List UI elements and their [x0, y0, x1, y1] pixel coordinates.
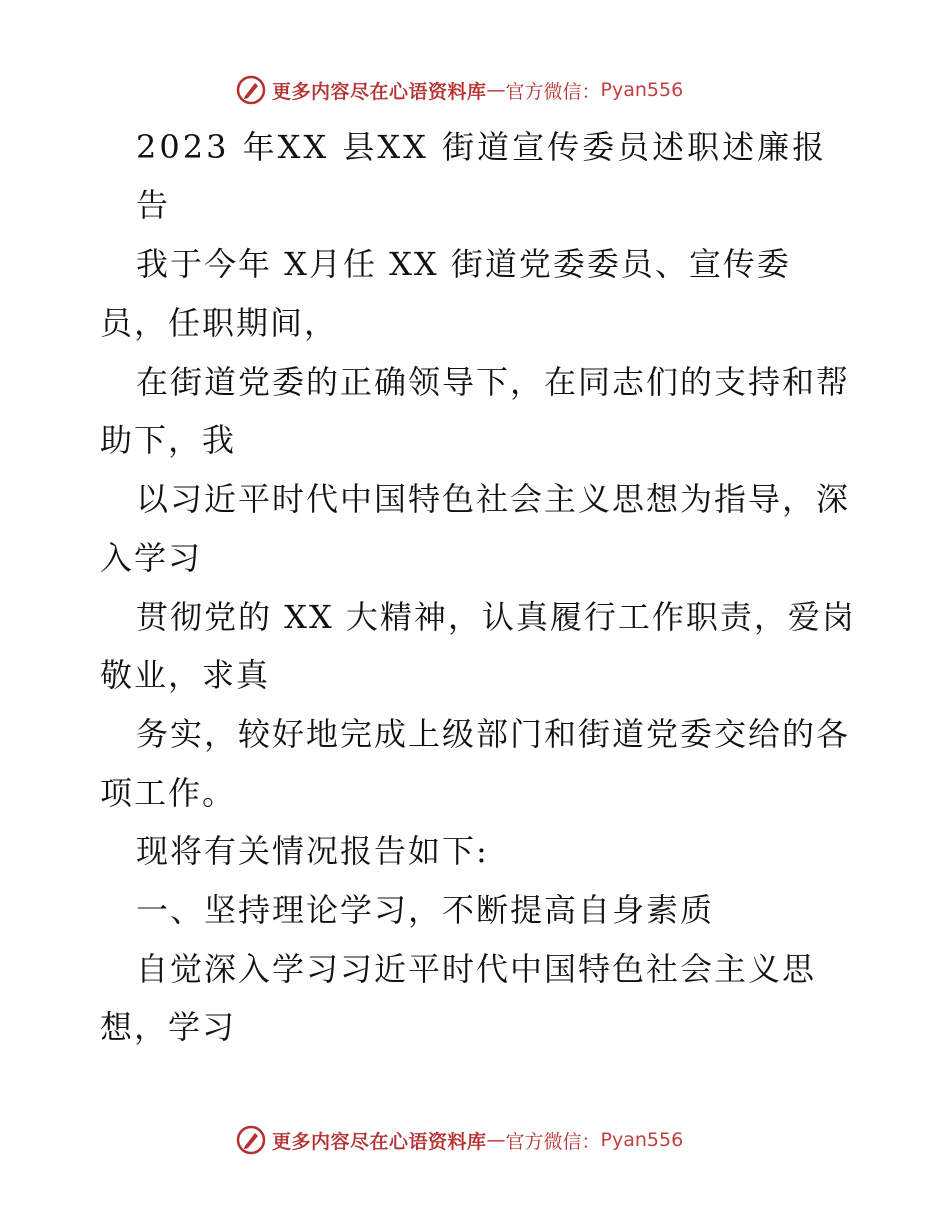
- body-line: 在街道党委的正确领导下，在同志们的支持和帮: [136, 363, 851, 401]
- body-line: 想，学习: [100, 1008, 237, 1046]
- body-line: 务实，较好地完成上级部门和街道党委交给的各: [136, 715, 851, 753]
- document-title-line-2: 告: [136, 186, 172, 224]
- watermark-official-label: 官方微信：: [505, 80, 601, 103]
- section-heading-1: 一、坚持理论学习，不断提高自身素质: [136, 891, 715, 929]
- pen-logo-icon: [236, 1125, 266, 1155]
- watermark-main-text: 更多内容尽在心语资料库: [272, 1130, 487, 1153]
- body-line: 自觉深入学习习近平时代中国特色社会主义思: [136, 950, 817, 988]
- watermark-separator: —: [486, 79, 506, 101]
- body-line: 项工作。: [100, 774, 237, 812]
- watermark-footer: [236, 1123, 716, 1157]
- body-line: 助下，我: [100, 421, 237, 459]
- section-intro-line: 现将有关情况报告如下:: [136, 832, 489, 870]
- watermark-handle: Pyan556: [600, 79, 684, 101]
- body-line: 敬业，求真: [100, 656, 271, 694]
- body-line: 入学习: [100, 539, 203, 577]
- pen-logo-icon: [236, 75, 266, 105]
- body-line: 以习近平时代中国特色社会主义思想为指导，深: [136, 480, 851, 518]
- watermark-main-text: 更多内容尽在心语资料库: [272, 80, 487, 103]
- watermark-handle: Pyan556: [600, 1129, 684, 1151]
- document-title-line-1: 2023 年XX 县XX 街道宣传委员述职述廉报: [136, 128, 828, 166]
- watermark-header: [236, 73, 716, 107]
- watermark-official-label: 官方微信：: [505, 1130, 601, 1153]
- body-line: 员，任职期间，: [100, 304, 339, 342]
- body-line: 贯彻党的 XX 大精神，认真履行工作职责，爱岗: [136, 598, 856, 636]
- watermark-separator: —: [486, 1129, 506, 1151]
- body-line: 我于今年 X月任 XX 街道党委委员、宣传委: [136, 245, 791, 283]
